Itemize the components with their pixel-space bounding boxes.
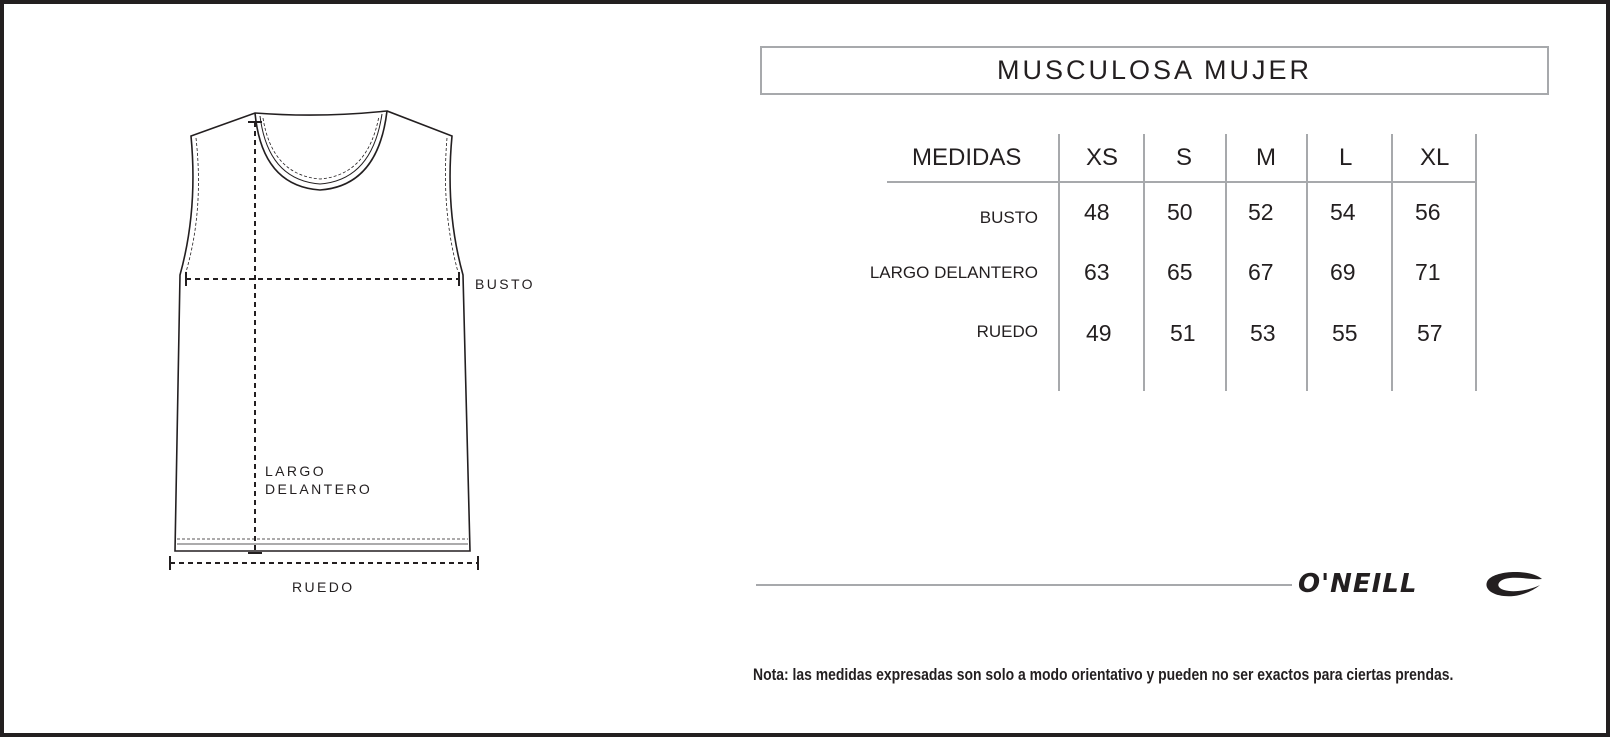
brand-wordmark: O'NEILL [1298,569,1418,599]
disclaimer-note: Nota: las medidas expresadas son solo a modo orientativo y pueden no ser exactos para ciertas prendas. [753,665,1454,684]
row-label-hem: RUEDO [976,322,1038,341]
table-cell: 49 [1086,320,1112,346]
table-cell: 57 [1417,320,1443,346]
tank-top-diagram [0,0,740,737]
size-header-xs: XS [1086,144,1119,171]
table-cell: 50 [1167,199,1193,225]
table-cell: 51 [1170,320,1196,346]
bust-label: BUSTO [475,276,535,292]
brand-logo [1298,568,1417,600]
size-header-l: L [1339,144,1353,171]
table-cell: 67 [1248,259,1274,285]
wave-logo-icon [1484,571,1544,599]
table-cell: 65 [1167,259,1193,285]
table-cell: 48 [1084,199,1110,225]
table-cell: 53 [1250,320,1276,346]
table-column-rule [1391,134,1393,391]
row-label-length: LARGO DELANTERO [869,263,1038,282]
table-column-rule [1058,134,1060,391]
table-column-rule [1306,134,1308,391]
table-header-rule [887,181,1476,183]
size-header-xl: XL [1420,144,1450,171]
table-cell: 56 [1415,199,1441,225]
brand-divider [756,584,1292,586]
table-cell: 55 [1332,320,1358,346]
table-column-rule [1475,134,1477,391]
size-header-s: S [1176,144,1193,171]
hem-label: RUEDO [292,579,355,595]
length-label-line1: LARGO [265,463,327,479]
table-header-label: MEDIDAS [912,144,1022,171]
table-cell: 54 [1330,199,1356,225]
row-label-bust: BUSTO [979,208,1038,227]
length-label-line2: DELANTERO [265,481,373,497]
page-title: MUSCULOSA MUJER [996,55,1313,85]
size-header-m: M [1256,144,1276,171]
table-cell: 63 [1084,259,1110,285]
table-column-rule [1225,134,1227,391]
neckline [255,111,387,190]
table-column-rule [1143,134,1145,391]
table-cell: 69 [1330,259,1356,285]
table-cell: 71 [1415,259,1441,285]
table-cell: 52 [1248,199,1274,225]
title-box [760,46,1549,95]
